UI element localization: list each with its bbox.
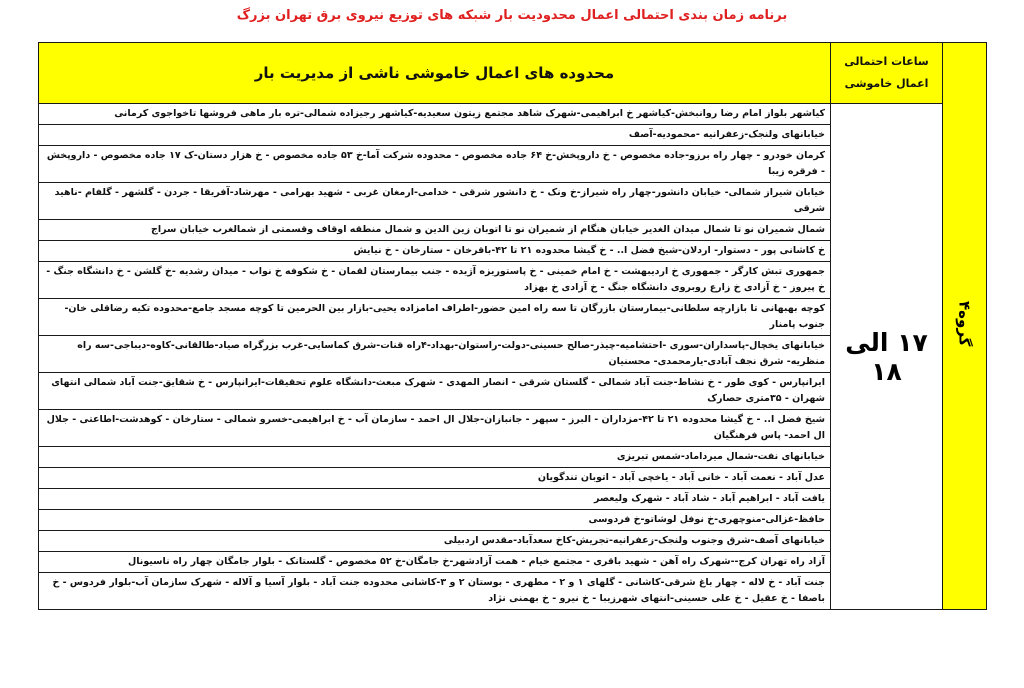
page-title: برنامه زمان بندی احتمالی اعمال محدودیت بار شبکه های توزیع نیروی برق تهران بزرگ [236, 8, 788, 23]
area-cell: کوچه بهبهانی تا بازارچه سلطانی-بیمارستان بازرگان تا سه راه امین حضور-اطراف امامزاده یحیی-بازار بین الحرمین تا کوچه مسجد جامع-محدوده تکیه رضاقلی خان-جنوب پامنار [39, 299, 831, 336]
areas-header: محدوده های اعمال خاموشی ناشی از مدیریت بار [39, 43, 831, 104]
area-cell: خیابانهای آصف-شرق وجنوب ولنجک-زعفرانیه-تجریش-کاخ سعدآباد-مقدس اردبیلی [39, 531, 831, 552]
group-label: گروه۴ [955, 301, 974, 347]
area-cell: عدل آباد - نعمت آباد - خانی آباد - یاخچی آباد - اتوبان تندگویان [39, 468, 831, 489]
area-cell: جمهوری تبش کارگر - جمهوری خ اردیبهشت - خ امام خمینی - خ پاستوریزه آژیده - جنب بیمارستان لقمان - خ شکوفه خ نواب - میدان رشدیه -خ گلشن - خ دانشگاه جنگ - خ پیروز - خ آزادی خ زارع روبروی دانشگاه جنگ - خ آزادی خ بهزاد [39, 262, 831, 299]
area-cell: حافظ-غزالی-منوچهری-خ نوفل لوشاتو-خ فردوسی [39, 510, 831, 531]
area-cell: شیخ فضل ا.. - خ گیشا محدوده ۲۱ تا ۴۲-مزداران - البرز - سپهر - جانبازان-جلال ال احمد - سازمان آب - خ ابراهیمی-خسرو شمالی - ستارخان - کوهدشت-اطاعتی - جلال ال احمد- پاس فرهنگیان [39, 410, 831, 447]
area-cell: یافت آباد - ابراهیم آباد - شاد آباد - شهرک ولیعصر [39, 489, 831, 510]
area-cell: کیاشهر بلواز امام رضا روانبخش-کیاشهر خ ابراهیمی-شهرک شاهد مجتمع زیتون سعیدیه-کیاشهر رجیزاده شمالی-تره بار ماهی فروشها تاخواجوی کرمانی [39, 104, 831, 125]
table-row [39, 104, 987, 125]
area-cell: خیابانهای ولنجک-زعفرانیه -محمودیه-آصف [39, 125, 831, 146]
time-header: ساعات احتمالی اعمال خاموشی [831, 43, 943, 104]
area-cell: خیابانهای یخچال-پاسداران-سوری -احتشامیه-چیذر-صالح حسینی-دولت-راستوان-بهداد-۴راه قنات-شرق کماسایی-غرب بزرگراه صیاد-طالقانی-کاوه-دیباجی-سه راه منظریه- شرق نجف آبادی-یارمحمدی- محسنیان [39, 336, 831, 373]
schedule-table [38, 42, 987, 610]
group-cell [943, 43, 987, 610]
area-cell: شمال شمیران نو تا شمال میدان الغدیر خیابان هنگام از شمیران نو تا اتوبان زین الدین و شمال منطقه اوقاف وقسمتی از شمالغرب خیابان سراج [39, 220, 831, 241]
area-cell: خیابانهای نفت-شمال میرداماد-شمس تبریزی [39, 447, 831, 468]
area-cell: ایرانپارس - کوی طور - خ نشاط-جنت آباد شمالی - گلستان شرقی - انصار المهدی - شهرک مبعث-دانشگاه علوم تحقیقات-ایرانپارس - خ شقایق-جنت آباد شمالی انتهای شهران - ۳۵متری حصارک [39, 373, 831, 410]
area-cell: آزاد راه تهران کرج--شهرک راه آهن - شهید باقری - مجتمع خیام - همت آزادشهر-خ جامگان-خ ۵۲ مخصوص - گلستانک - بلوار جامگان چهار راه ناسیونال [39, 552, 831, 573]
header-row [39, 43, 987, 104]
time-range-cell: ۱۷ الی ۱۸ [831, 104, 943, 610]
area-cell: کرمان خودرو - چهار راه برزو-جاده مخصوص - خ داروپخش-خ ۶۴ جاده مخصوص - محدوده شرکت آما-خ ۵۳ جاده مخصوص - خ هزار دستان-ک ۱۷ جاده مخصوص - داروپخش - فرقره زیبا [39, 146, 831, 183]
area-cell: خ کاشانی پور - دستوار- اردلان-شیخ فضل ا.. - خ گیشا محدوده ۲۱ تا ۴۲-باقرخان - ستارخان - خ نیایش [39, 241, 831, 262]
area-cell: جنت آباد - خ لاله - چهار باغ شرقی-کاشانی - گلهای ۱ و ۲ - مطهری - بوستان ۲ و ۳-کاشانی محدوده جنت آباد - بلوار آسیا و آلاله - شهرک سازمان آب-بلوار فردوس - خ باصفا - خ عقیل - خ علی حسینی-انتهای شهرزیبا - خ نیرو - خ بهمنی نژاد [39, 573, 831, 610]
area-cell: خیابان شیراز شمالی- خیابان دانشور-چهار راه شیراز-خ ونک - خ دانشور شرقی - خدامی-ارمغان غربی - شهید بهرامی - مهرشاد-آفریقا - جردن - گلشهر - گلفام -ناهید شرقی [39, 183, 831, 220]
